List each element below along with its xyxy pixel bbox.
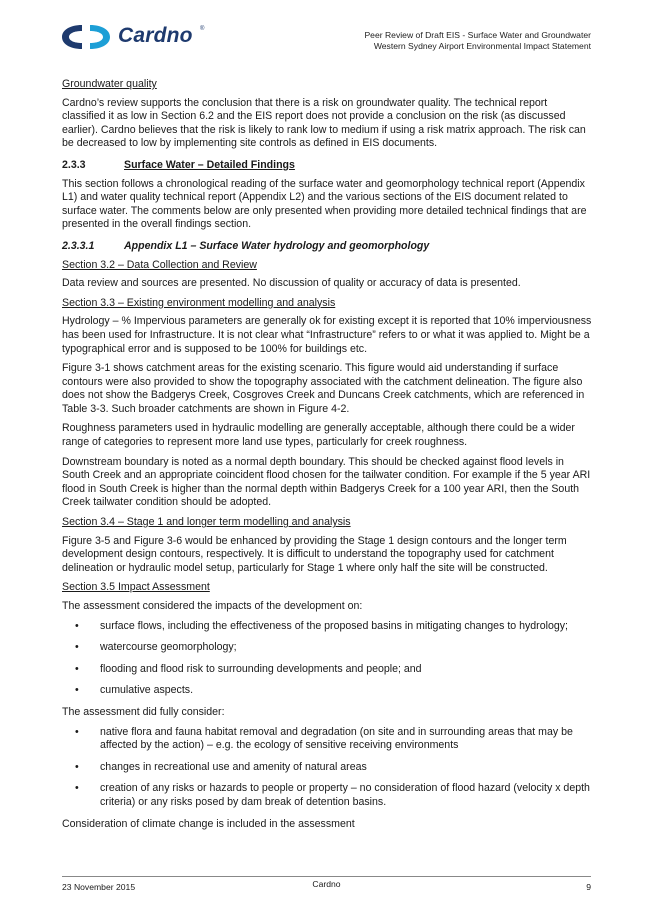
list-item: • changes in recreational use and amenity of natural areas <box>75 760 367 773</box>
section-3-2-paragraph: Data review and sources are presented. No discussion of quality or accuracy of data is presented. <box>62 277 521 290</box>
bullet-icon: • <box>75 619 79 632</box>
section-title: Surface Water – Detailed Findings <box>124 158 295 171</box>
document-title <box>364 30 591 52</box>
bullet-icon: • <box>75 641 79 654</box>
groundwater-quality-paragraph: Cardno’s review supports the conclusion that there is a risk on groundwater quality. The technical report classified it as low in Section 6.2 and the EIS report does not provide a conclusion on the risk (as discussed earlier). Cardno believes that the risk is likely to rank low to medium if using a risk matrix approach. The risk can be decreased to low by implementing site controls as defined in EIS documents. <box>62 96 586 150</box>
page-number: 9 <box>586 882 591 892</box>
section-3-5-heading: Section 3.5 Impact Assessment <box>62 581 210 594</box>
section-number: 2.3.3 <box>62 158 86 171</box>
section-2-3-3-heading <box>62 159 592 173</box>
bullet-icon: • <box>75 782 79 795</box>
bullet-icon: • <box>75 662 79 675</box>
page-body <box>62 78 592 837</box>
logo-registered-mark: ® <box>200 26 205 32</box>
section-3-3-heading: Section 3.3 – Existing environment modelling and analysis <box>62 296 336 309</box>
section-2-3-3-1-heading <box>62 240 592 254</box>
page-header <box>0 0 653 64</box>
bullet-icon: • <box>75 684 79 697</box>
cardno-logo-icon <box>60 22 116 52</box>
list-item: • cumulative aspects. <box>75 684 194 697</box>
list-item: • native flora and fauna habitat removal and degradation (on site and in surrounding areas that may be affected by the action) – e.g. the ecology of sensitive receiving environments <box>75 725 573 752</box>
section-3-4-heading: Section 3.4 – Stage 1 and longer term modelling and analysis <box>62 516 351 529</box>
section-3-5-intro-2: The assessment did fully consider: <box>62 705 225 718</box>
footer-date: 23 November 2015 <box>62 882 136 892</box>
footer-company: Cardno <box>312 879 341 889</box>
closing-paragraph: Consideration of climate change is included in the assessment <box>62 817 355 830</box>
section-2-3-3-paragraph: This section follows a chronological reading of the surface water and geomorphology technical report (Appendix L1) and water quality technical report (Appendix L2) and the various sections of the EIS document related to surface water. The comments below are only presented when providing more detailed technical findings that are presented in the overall findings section. <box>62 177 587 231</box>
section-3-2-heading: Section 3.2 – Data Collection and Review <box>62 258 257 271</box>
page-footer <box>62 876 591 892</box>
section-3-3-paragraph-hydrology: Hydrology – % Impervious parameters are generally ok for existing except it is reported that 10% imperviousness has been used for Infrastructure. It is not clear what “Infrastructure” refers to or what it was applied to. Might be a typographical error and is supposed to be 100% for buildings etc. <box>62 315 592 355</box>
fully-considered-list <box>62 726 592 810</box>
document-title-line1: Peer Review of Draft EIS - Surface Water and Groundwater <box>364 30 591 40</box>
section-3-3-paragraph-boundary: Downstream boundary is noted as a normal depth boundary. This should be checked against flood levels in South Creek and an appropriate coincident flood chosen for the tailwater condition. For example if the 5 year ARI flood in South Creek is higher than the normal depth within Badgerys Creek for a 100 year ARI, then the South Creek tailwater condition should be adopted. <box>62 455 591 509</box>
section-3-4-paragraph: Figure 3-5 and Figure 3-6 would be enhanced by providing the Stage 1 design contours and the longer term development design contours, respectively. It is difficult to understand the topography used for catchment delineation or hydraulic model setup, particularly for Stage 1 where only half the site will be constructed. <box>62 534 567 574</box>
groundwater-quality-heading: Groundwater quality <box>62 78 157 90</box>
logo-wordmark: Cardno <box>118 24 193 47</box>
bullet-icon: • <box>75 760 79 773</box>
subsection-number: 2.3.3.1 <box>62 239 95 252</box>
subsection-title: Appendix L1 – Surface Water hydrology and geomorphology <box>124 239 430 252</box>
list-item: • watercourse geomorphology; <box>75 641 237 654</box>
list-item: • surface flows, including the effectiveness of the proposed basins in mitigating changes to hydrology; <box>75 619 568 632</box>
section-3-3-paragraph-figure: Figure 3-1 shows catchment areas for the existing scenario. This figure would aid understanding if surface contours were also provided to show the topography associated with the catchment delineation. The figure also does not show the Badgerys Creek, Cosgroves Creek and Duncans Creek catchments, which are referenced in Table 3-3. Such broader catchments are shown in Figure 4-2. <box>62 362 585 415</box>
section-3-3-paragraph-roughness: Roughness parameters used in hydraulic modelling are generally acceptable, although there could be a wider range of categories to represent more land use types, particularly for creek roughness. <box>62 422 575 449</box>
document-title-line2: Western Sydney Airport Environmental Impact Statement <box>373 41 591 51</box>
list-item: • creation of any risks or hazards to people or property – no consideration of flood hazard (velocity x depth criteria) or any risks posed by dam break of detention basins. <box>75 782 590 808</box>
considered-impacts-list <box>62 620 592 698</box>
cardno-logo <box>60 22 220 54</box>
section-3-5-intro: The assessment considered the impacts of the development on: <box>62 600 363 612</box>
list-item: • flooding and flood risk to surrounding developments and people; and <box>75 662 422 675</box>
bullet-icon: • <box>75 725 79 738</box>
